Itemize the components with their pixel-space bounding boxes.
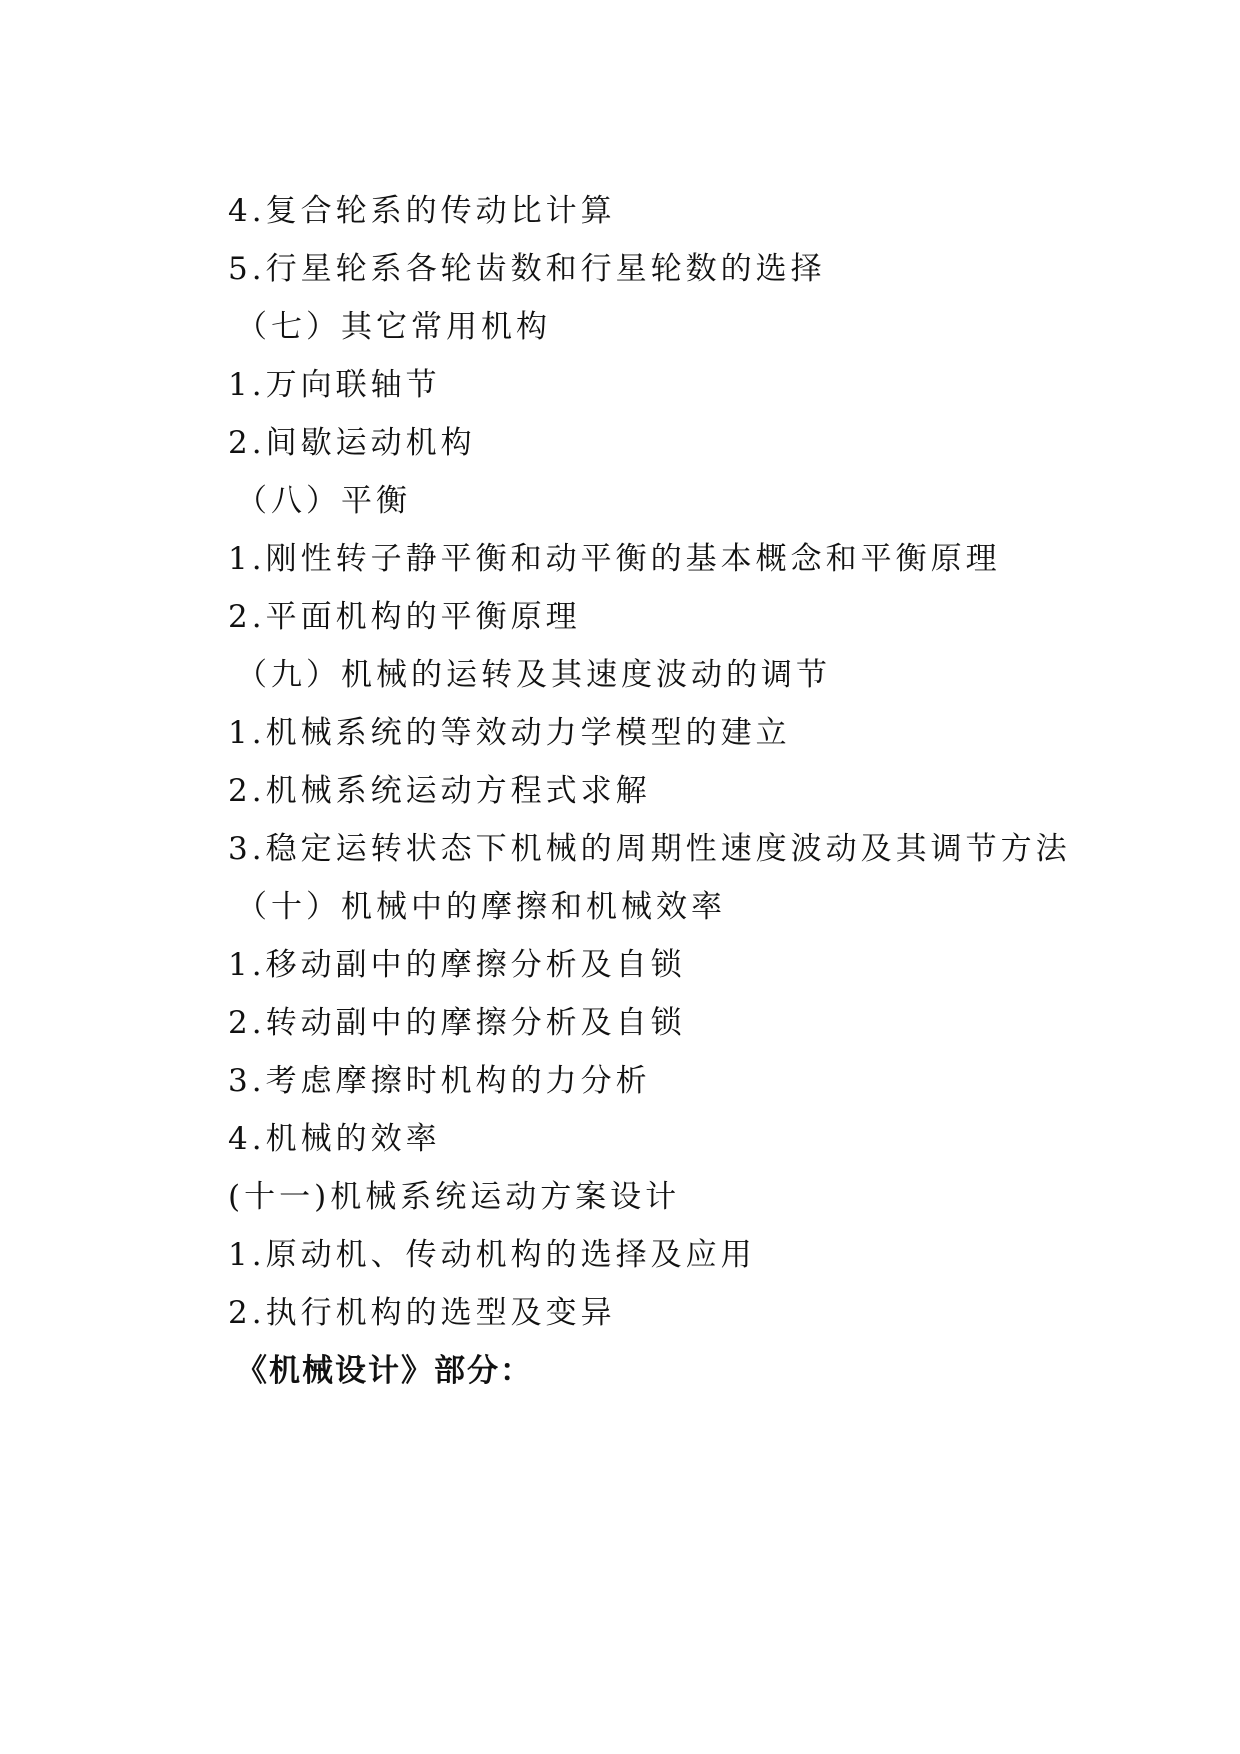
list-item: 2.机械系统运动方程式求解 <box>228 773 651 809</box>
list-item: 1.移动副中的摩擦分析及自锁 <box>228 947 686 983</box>
section-title: (十一)机械系统运动方案设计 <box>228 1179 681 1215</box>
section-title: （七）其它常用机构 <box>236 309 551 345</box>
list-item: 1.万向联轴节 <box>228 367 441 403</box>
section-title: （十）机械中的摩擦和机械效率 <box>236 889 726 925</box>
list-item: 1.原动机、传动机构的选择及应用 <box>228 1237 756 1273</box>
list-item: 1.刚性转子静平衡和动平衡的基本概念和平衡原理 <box>228 541 1001 577</box>
list-item: 4.机械的效率 <box>228 1121 441 1157</box>
list-item: 4.复合轮系的传动比计算 <box>228 193 616 229</box>
section-title: （八）平衡 <box>236 483 411 519</box>
list-item: 3.考虑摩擦时机构的力分析 <box>228 1063 651 1099</box>
list-item: 2.执行机构的选型及变异 <box>228 1295 616 1331</box>
section-heading: 《机械设计》部分： <box>236 1353 533 1389</box>
list-item: 5.行星轮系各轮齿数和行星轮数的选择 <box>228 251 826 287</box>
list-item: 3.稳定运转状态下机械的周期性速度波动及其调节方法 <box>228 831 1071 867</box>
section-title: （九）机械的运转及其速度波动的调节 <box>236 657 831 693</box>
list-item: 2.间歇运动机构 <box>228 425 476 461</box>
list-item: 1.机械系统的等效动力学模型的建立 <box>228 715 791 751</box>
list-item: 2.转动副中的摩擦分析及自锁 <box>228 1005 686 1041</box>
list-item: 2.平面机构的平衡原理 <box>228 599 581 635</box>
